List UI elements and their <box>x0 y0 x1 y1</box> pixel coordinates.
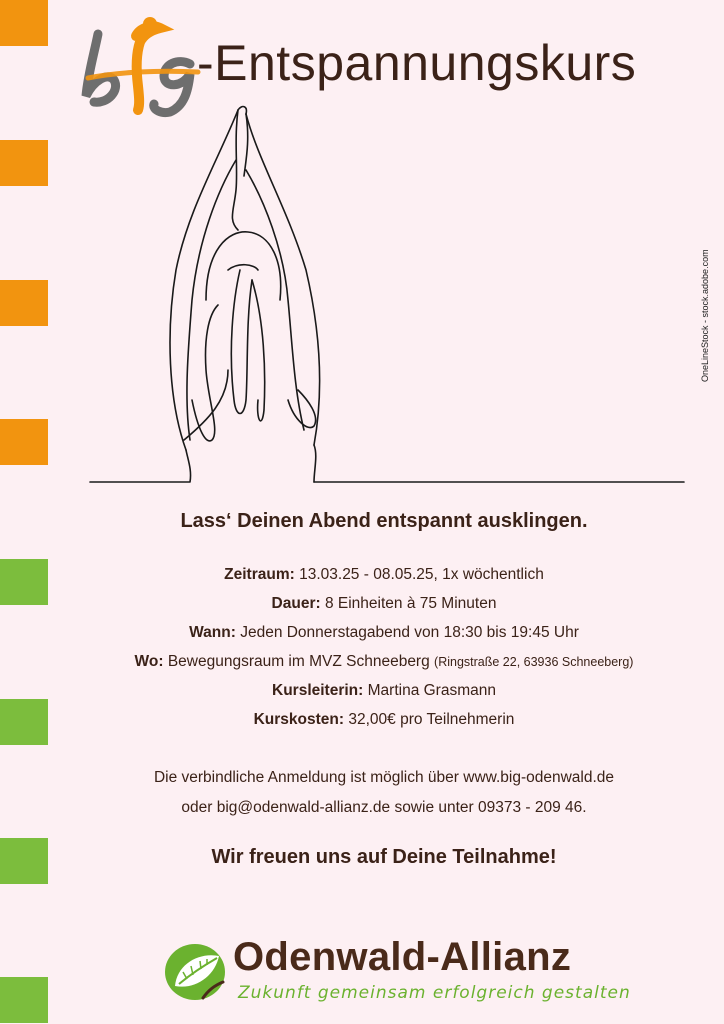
organization-slogan: Zukunft gemeinsam erfolgreich gestalten <box>238 983 631 1003</box>
detail-label: Wann: <box>189 624 236 641</box>
detail-kursleiterin <box>0 676 724 705</box>
detail-dauer <box>0 589 724 618</box>
image-credit: OneLineStock - stock.adobe.com <box>700 249 710 382</box>
detail-label: Wo: <box>134 653 164 670</box>
registration-line-2: oder big@odenwald-allianz.de sowie unter 09373 - 209 46. <box>181 799 587 816</box>
course-details <box>0 560 724 734</box>
detail-wann <box>0 618 724 647</box>
closing-text: Wir freuen uns auf Deine Teilnahme! <box>211 846 557 868</box>
organization-name: Odenwald-Allianz <box>233 935 572 979</box>
detail-value: Jeden Donnerstagabend von 18:30 bis 19:45 Uhr <box>240 624 579 641</box>
detail-kurskosten <box>0 705 724 734</box>
detail-label: Kurskosten: <box>253 711 345 728</box>
detail-value: 32,00€ pro Teilnehmerin <box>348 711 515 728</box>
detail-label: Kursleiterin: <box>272 682 364 699</box>
detail-label: Zeitraum: <box>224 566 295 583</box>
detail-value: Martina Grasmann <box>367 682 496 699</box>
leaf-logo-icon <box>163 942 227 1002</box>
tagline: Lass‘ Deinen Abend entspannt ausklingen. <box>180 510 588 532</box>
registration-info <box>0 763 724 823</box>
detail-value: Bewegungsraum im MVZ Schneeberg <box>167 653 430 670</box>
yoga-line-illustration <box>88 100 688 490</box>
detail-value: 8 Einheiten à 75 Minuten <box>324 595 497 612</box>
detail-address: (Ringstraße 22, 63936 Schneeberg) <box>434 655 634 669</box>
orange-edge-tab <box>0 419 48 465</box>
detail-label: Dauer: <box>271 595 321 612</box>
registration-line-1: Die verbindliche Anmeldung ist möglich über www.big-odenwald.de <box>153 769 615 786</box>
orange-edge-tab <box>0 0 48 46</box>
orange-edge-tab <box>0 140 48 186</box>
green-edge-tab <box>0 977 48 1023</box>
orange-edge-tab <box>0 280 48 326</box>
detail-wo <box>0 647 724 676</box>
detail-value: 13.03.25 - 08.05.25, 1x wöchentlich <box>299 566 544 583</box>
detail-zeitraum <box>0 560 724 589</box>
page-title: -Entspannungskurs <box>197 35 637 91</box>
